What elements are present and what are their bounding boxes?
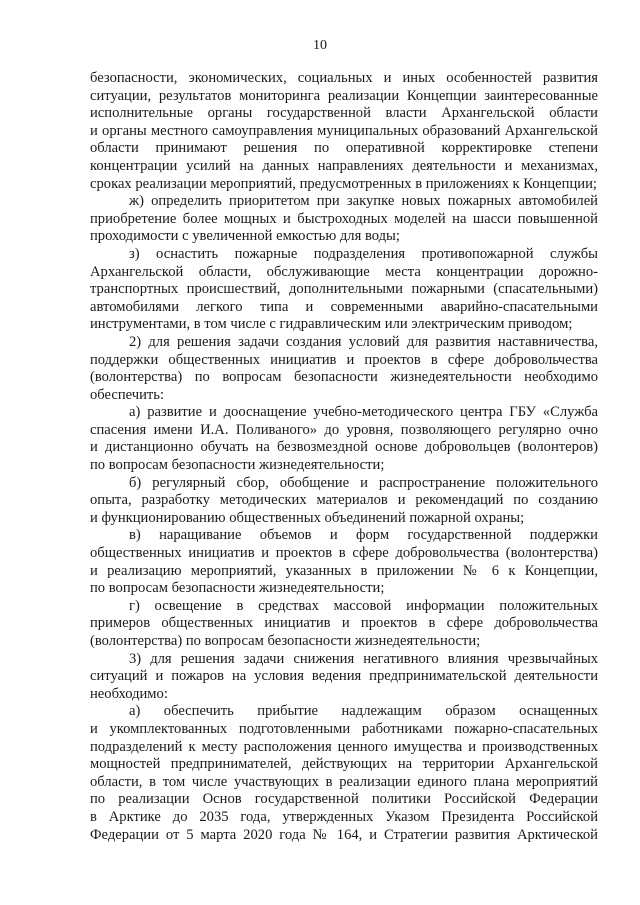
text-line: поддержки общественных инициатив и проектов в сфере добровольчества xyxy=(90,351,598,368)
text-line: г) освещение в средствах массовой информации положительных xyxy=(129,597,598,614)
page-number: 10 xyxy=(313,38,327,53)
text-line: по вопросам безопасности жизнедеятельности; xyxy=(90,457,385,474)
text-line: по вопросам безопасности жизнедеятельности; xyxy=(90,580,385,597)
text-line: и дистанционно обучать на безвозмездной основе добровольцев (волонтеров) xyxy=(90,439,598,456)
text-line: примеров общественных инициатив и проектов в сфере добровольчества xyxy=(90,615,598,632)
text-line: (волонтерства) по вопросам безопасности жизнедеятельности необходимо xyxy=(90,369,598,386)
text-line: а) развитие и дооснащение учебно-методического центра ГБУ «Служба xyxy=(129,404,598,421)
text-line: по реализации Основ государственной политики Российской Федерации xyxy=(90,791,598,808)
text-line: проходимости с увеличенной емкостью для воды; xyxy=(90,228,400,245)
text-line: ситуации, результатов мониторинга реализации Концепции заинтересованные xyxy=(90,87,598,104)
text-line: а) обеспечить прибытие надлежащим образом оснащенных xyxy=(129,703,598,720)
text-line: безопасности, экономических, социальных и иных особенностей развития xyxy=(90,70,598,86)
document-body xyxy=(90,70,598,844)
text-line: необходимо: xyxy=(90,685,168,702)
text-line: (волонтерства) по вопросам безопасности жизнедеятельности; xyxy=(90,633,481,649)
text-line: и реализацию мероприятий, указанных в приложении № 6 к Концепции, xyxy=(90,562,598,579)
text-line: ситуаций и пожаров на условия ведения предпринимательской деятельности xyxy=(90,668,598,685)
text-line: обеспечить: xyxy=(90,386,165,403)
text-line: подразделений к месту расположения ценного имущества и производственных xyxy=(90,738,598,755)
text-line: области принимают решения по оперативной корректировке степени xyxy=(90,140,598,157)
text-line: инструментами, в том числе с гидравлическим или электрическим приводом; xyxy=(90,316,573,333)
text-line: в) наращивание объемов и форм государственной поддержки xyxy=(129,527,598,544)
text-line: и функционированию общественных объединений пожарной охраны; xyxy=(90,509,525,526)
text-line: и укомплектованных подготовленными работниками пожарно-спасательных xyxy=(90,720,598,737)
text-line: 3) для решения задачи снижения негативного влияния чрезвычайных xyxy=(129,650,598,667)
text-line: автомобилями легкого типа и современными аварийно-спасательными xyxy=(90,298,598,315)
text-line: ж) определить приоритетом при закупке новых пожарных автомобилей xyxy=(129,193,598,210)
text-line: концентрации усилий на данных направлениях деятельности и механизмах, xyxy=(90,157,598,174)
text-line: сроках реализации мероприятий, предусмотренных в приложениях к Концепции; xyxy=(90,175,597,192)
text-line: и органы местного самоуправления муниципальных образований Архангельской xyxy=(90,122,598,139)
text-line: з) оснастить пожарные подразделения противопожарной службы xyxy=(129,245,598,262)
text-line: транспортных происшествий, дополнительными пожарными (спасательными) xyxy=(90,281,598,298)
text-line: Федерации от 5 марта 2020 года № 164, и Стратегии развития Арктической xyxy=(90,826,598,843)
text-line: Архангельской области, обслуживающие места концентрации дорожно- xyxy=(90,263,598,280)
text-line: мощностей предпринимателей, действующих на территории Архангельской xyxy=(90,756,598,773)
text-line: общественных инициатив и проектов в сфере добровольчества (волонтерства) xyxy=(90,545,598,562)
text-line: б) регулярный сбор, обобщение и распространение положительного xyxy=(129,474,598,491)
text-line: исполнительные органы государственной власти Архангельской области xyxy=(90,105,598,122)
text-line: в Арктике до 2035 года, утвержденных Указом Президента Российской xyxy=(90,808,598,825)
text-line: приобретение более мощных и быстроходных моделей на шасси повышенной xyxy=(90,210,598,227)
text-line: 2) для решения задачи создания условий для развития наставничества, xyxy=(129,333,598,350)
text-line: опыта, разработку методических материалов и рекомендаций по созданию xyxy=(90,492,598,509)
text-line: области, в том числе участвующих в реализации единого плана мероприятий xyxy=(90,773,598,790)
text-line: спасения имени И.А. Поливаного» до уровня, позволяющего регулярно очно xyxy=(90,421,598,438)
